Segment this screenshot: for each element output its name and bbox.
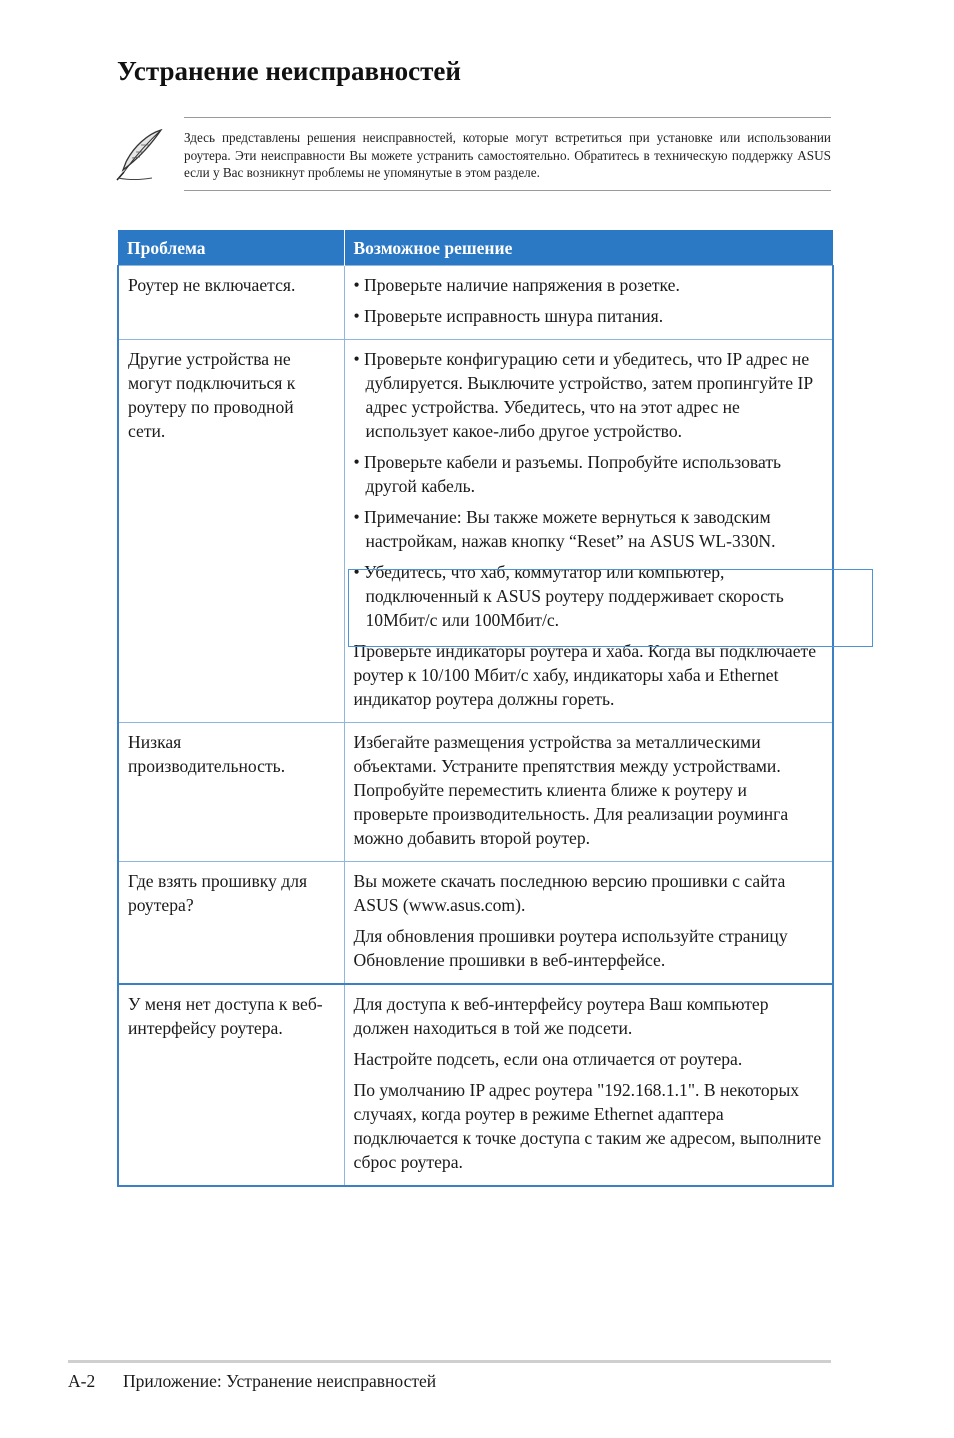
- problem-cell: Где взять прошивку для роутера?: [118, 862, 344, 985]
- solution-item: Вы можете скачать последнюю версию прошивки с сайта ASUS (www.asus.com).: [353, 871, 786, 915]
- table-row: [118, 984, 833, 1186]
- table-header-row: [118, 230, 833, 266]
- problem-cell: У меня нет доступа к веб-интерфейсу роутера.: [118, 984, 344, 1186]
- problem-cell: Другие устройства не могут подключиться к роутеру по проводной сети.: [118, 340, 344, 723]
- solution-item: • Проверьте конфигурацию сети и убедитесь, что IP адрес не дублируется. Выключите устройство, затем пропингуйте IP адрес устройства. Убедитесь, что на этот адрес не использует какое-либо другое устройство.: [353, 349, 813, 441]
- solution-item: Проверьте индикаторы роутера и хаба. Когда вы подключаете роутер к 10/100 Мбит/с хабу, индикаторы хаба и Ethernet индикатор роутера должны гореть.: [353, 641, 817, 709]
- table-row: [118, 723, 833, 862]
- note-text: Здесь представлены решения неисправностей, которые могут встретиться при установке или использовании роутера. Эти неисправности Вы можете устранить самостоятельно. Обратитесь в техническую поддержку ASUS если у Вас возникнут проблемы не упомянутые в этом разделе.: [184, 130, 831, 180]
- solution-item: Для обновления прошивки роутера используйте страницу Обновление прошивки в веб-интерфейсе.: [353, 926, 788, 970]
- solution-item: • Проверьте исправность шнура питания.: [353, 306, 664, 326]
- solution-cell: [344, 862, 833, 985]
- footer-divider: [68, 1360, 831, 1363]
- footer-section-title: Приложение: Устранение неисправностей: [123, 1371, 437, 1391]
- solution-item: Избегайте размещения устройства за металлическими объектами. Устраните препятствия между устройствами. Попробуйте переместить клиента ближе к роутеру и проверьте производительность. Для реализации роуминга можно добавить второй роутер.: [353, 732, 789, 848]
- solution-item: • Убедитесь, что хаб, коммутатор или компьютер, подключенный к ASUS роутеру поддерживает скорость 10Мбит/с или 100Мбит/с.: [353, 562, 784, 630]
- quill-pen-icon: [114, 128, 164, 182]
- table-row: [118, 266, 833, 340]
- header-solution: Возможное решение: [344, 230, 833, 266]
- solution-cell: [344, 340, 833, 723]
- solution-item: • Примечание: Вы также можете вернуться к заводским настройкам, нажав кнопку “Reset” на ASUS WL-330N.: [353, 507, 776, 551]
- solution-item: • Проверьте кабели и разъемы. Попробуйте использовать другой кабель.: [353, 452, 782, 496]
- note-bottom-divider: [184, 190, 831, 191]
- problem-cell: Роутер не включается.: [118, 266, 344, 340]
- troubleshooting-table: [117, 230, 834, 1187]
- solution-cell: [344, 984, 833, 1186]
- solution-item: По умолчанию IP адрес роутера "192.168.1.1". В некоторых случаях, когда роутер в режиме Ethernet адаптера подключается к точке доступа с таким же адресом, выполните сброс роутера.: [353, 1080, 822, 1172]
- page-footer: [68, 1371, 436, 1392]
- solution-item: Настройте подсеть, если она отличается от роутера.: [353, 1049, 743, 1069]
- problem-cell: Низкая производительность.: [118, 723, 344, 862]
- page-title: Устранение неисправностей: [117, 56, 461, 86]
- note-top-divider: [184, 117, 831, 118]
- table-row: [118, 340, 833, 723]
- page-number: A-2: [68, 1371, 96, 1391]
- solution-cell: [344, 723, 833, 862]
- header-problem: Проблема: [118, 230, 344, 266]
- solution-item: Для доступа к веб-интерфейсу роутера Ваш компьютер должен находиться в той же подсети.: [353, 994, 769, 1038]
- solution-item: • Проверьте наличие напряжения в розетке.: [353, 275, 680, 295]
- table-row: [118, 862, 833, 985]
- solution-cell: [344, 266, 833, 340]
